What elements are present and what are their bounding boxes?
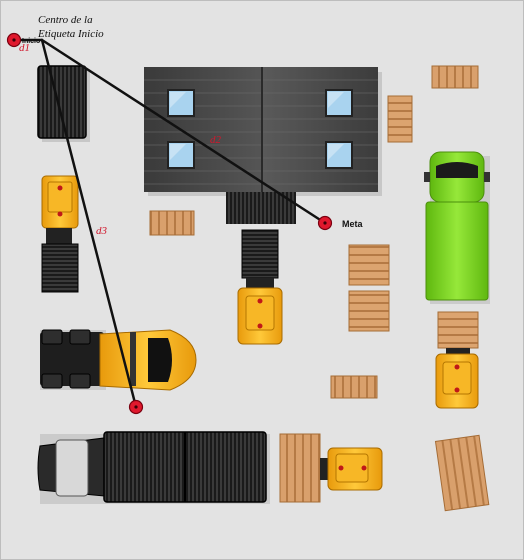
distance-label-d2: d2	[210, 134, 221, 146]
forklift-right	[436, 312, 478, 408]
target-marker	[130, 401, 143, 414]
pallet-bottom-center	[280, 434, 320, 502]
pallet-center-left	[150, 211, 194, 235]
green-truck	[424, 152, 490, 304]
pallet-top-right	[432, 66, 478, 88]
pallet-vertical-right	[388, 96, 412, 142]
planks-bottom-right	[435, 435, 488, 510]
pallet-mid-bottom	[331, 376, 377, 398]
distance-label-d3: d3	[96, 225, 107, 237]
forklift-bottom	[320, 448, 382, 490]
center-label-line1: Centro de la	[38, 14, 93, 26]
goal-marker	[319, 217, 332, 230]
goal-label: Meta	[342, 219, 363, 229]
distance-label-d1: d1	[19, 42, 30, 54]
center-label-line2: Etiqueta Inicio	[38, 28, 104, 40]
black-semi-truck	[38, 432, 270, 504]
start-label: Inicio	[22, 38, 41, 45]
